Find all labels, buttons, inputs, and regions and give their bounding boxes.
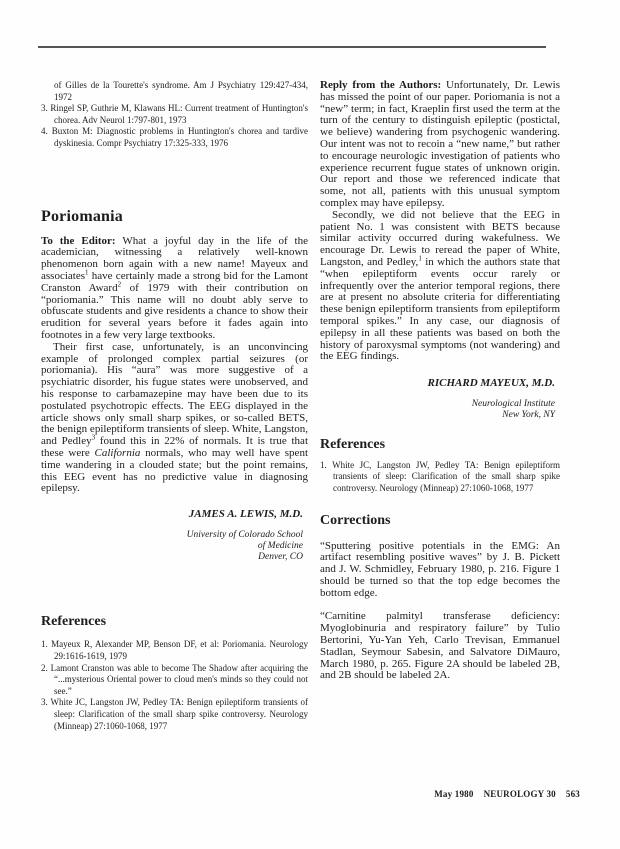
reference-list [41,639,308,732]
citation-superscript: 1 [84,268,89,277]
paragraph-text: Unfortunately, Dr. Lewis has missed the point of our paper. Poriomania is not a “new” term; in fact, Kraeplin first used the term at the turn of the century to distinguish epileptic (postictal, we believe) wandering from psychogenic wandering. Our intent was not to recoin a “new name,” but rather to encourage neurologic investigation of patients who experience recurrent fugue states of unknown origin. Our report and those we referenced indicate that some, not all, patients with this unusual symptom complex may have epilepsy. [320,79,561,209]
correction-paragraph: “Sputtering positive potentials in the EMG: An artifact resembling positive waves” by J. B. Pickett and J. W. Schmidley, February 1980, p. 216. Figure 1 should be turned so that the top edge becomes the bottom edge. [320,539,560,599]
left-column [41,80,308,732]
reference-item: 3. White JC, Langston JW, Pedley TA: Benign epileptiform transients of sleep: Clarification of the small sharp spike controversy. Neurology (Minneap) 27:1060-1068, 1977 [41,697,308,731]
affiliation-line: University of Colorado School [186,530,303,541]
paragraph-text: Their first case, unfortunately, is an unconvincing example of prolonged complex partial seizures (or poriomania). His “aura” was more suggestive of a psychiatric disorder, his fugue states were unobserved, and his response to carbamazepine may have been due to its postulated psychotropic effects. The EEG displayed in the article shows only small sharp spikes, or so-called BETS, the benign epileptiform transients of sleep. White, Langston, and Pedley [41,340,308,448]
reference-item: 1. White JC, Langston JW, Pedley TA: Benign epileptiform transients of sleep: Clarification of the small sharp spike controversy. Neurology (Minneap) 27:1060-1068, 1977 [320,459,560,493]
citation-superscript: 1 [418,254,422,263]
author-signature: JAMES A. LEWIS, M.D. [188,508,303,521]
author-signature: RICHARD MAYEUX, M.D. [427,377,555,390]
paragraph-text: Secondly, we did not believe that the EEG in patient No. 1 was consistent with BETS because similar activity occurred during wakefulness. We encourage Dr. Lewis to reread the paper of White, Langston, and Pedley, [320,208,560,268]
paragraph-text: normals, who may well have spent time wandering in a clouded state; but the point remains, this EEG event has no predictive value in diagnosing epilepsy. [41,446,308,495]
reference-item: 4. Buxton M: Diagnostic problems in Huntington's chorea and tardive dyskinesia. Compr Psychiatry 17:325-333, 1976 [41,126,308,148]
header-rule [38,46,546,48]
citation-superscript: 2 [117,280,122,289]
paragraph-text: of 1979 with their contribution on “poriomania.” This name will no doubt ably serve to obfuscate students and give residents a chance to show their erudition for several years before it fades again into footnotes in a few very large textbooks. [41,281,308,341]
paragraph-text: have certainly made a strong bid for the Lamont Cranston Award [41,269,308,294]
correction-paragraph: “Carnitine palmityl transferase deficiency: Myoglobinuria and respiratory failure” by Tulio Bertorini, Yu-Yan Yeh, Carlo Trevisan, Emmanuel Stadlan, Seymour Sabesin, and Salvatore DiMauro, March 1980, p. 265. Figure 2A should be labeled 2B, and 2B should be labeled 2A. [320,610,560,682]
affiliation-line: Denver, CO [258,551,303,562]
author-affiliation [41,530,308,562]
footer-page-number: 563 [565,789,580,799]
reply-first-paragraph [320,80,560,210]
reference-item: 2. Lamont Cranston was able to become The Shadow after acquiring the “...mysterious Oriental power to cloud men's minds so they could not see.” [41,662,308,696]
reference-continuation: of Gilles de la Tourette's syndrome. Am J Psychiatry 129:427-434, 1972 [54,80,308,102]
page-footer [320,789,580,799]
paragraph-text: What a joyful day in the life of the academician, witnessing a relatively well-known phenomenon born again with a new name! Mayeux and associates [41,234,308,282]
reference-list [320,460,560,495]
reference-item: 1. Mayeux R, Alexander MP, Benson DF, et al: Poriomania. Neurology 29:1616-1619, 1979 [41,639,308,662]
citation-superscript: 3 [91,433,96,442]
author-affiliation [320,399,560,421]
to-the-editor-label: To the Editor: [41,234,116,247]
reply-from-authors-label: Reply from the Authors: [320,79,442,91]
letter-opening-paragraph [41,236,308,342]
reference-item: 3. Ringel SP, Guthrie M, Klawans HL: Current treatment of Huntington's chorea. Adv Neurol 1:797-801, 1973 [41,103,308,125]
paragraph-text: in which the authors state that “when epileptiform events occur rarely or infrequently over the anterior temporal regions, there are at present no absolute criteria for differentiating these benign epileptiform transients from epileptiform temporal spikes.” In any case, our diagnosis of epilepsy in all these patients was based on both the history of paroxysmal symptoms (not wandering) and the EEG findings. [320,255,560,363]
footer-journal-volume: NEUROLOGY 30 [483,789,556,799]
article-title: Poriomania [41,207,123,225]
affiliation-line: Neurological Institute [471,399,555,410]
affiliation-line: of Medicine [257,540,303,551]
letter-second-paragraph [41,342,308,495]
corrections-heading: Corrections [320,512,391,528]
top-reference-list [41,80,308,150]
reply-second-paragraph [320,210,560,363]
references-heading: References [320,436,386,452]
paragraph-text: found this in 22% of normals. It is true that these were [41,435,309,459]
right-column [320,80,560,682]
references-heading: References [41,614,107,630]
affiliation-line: New York, NY [502,409,555,420]
footer-issue-date: May 1980 [434,789,474,799]
italic-word: California [94,446,141,459]
